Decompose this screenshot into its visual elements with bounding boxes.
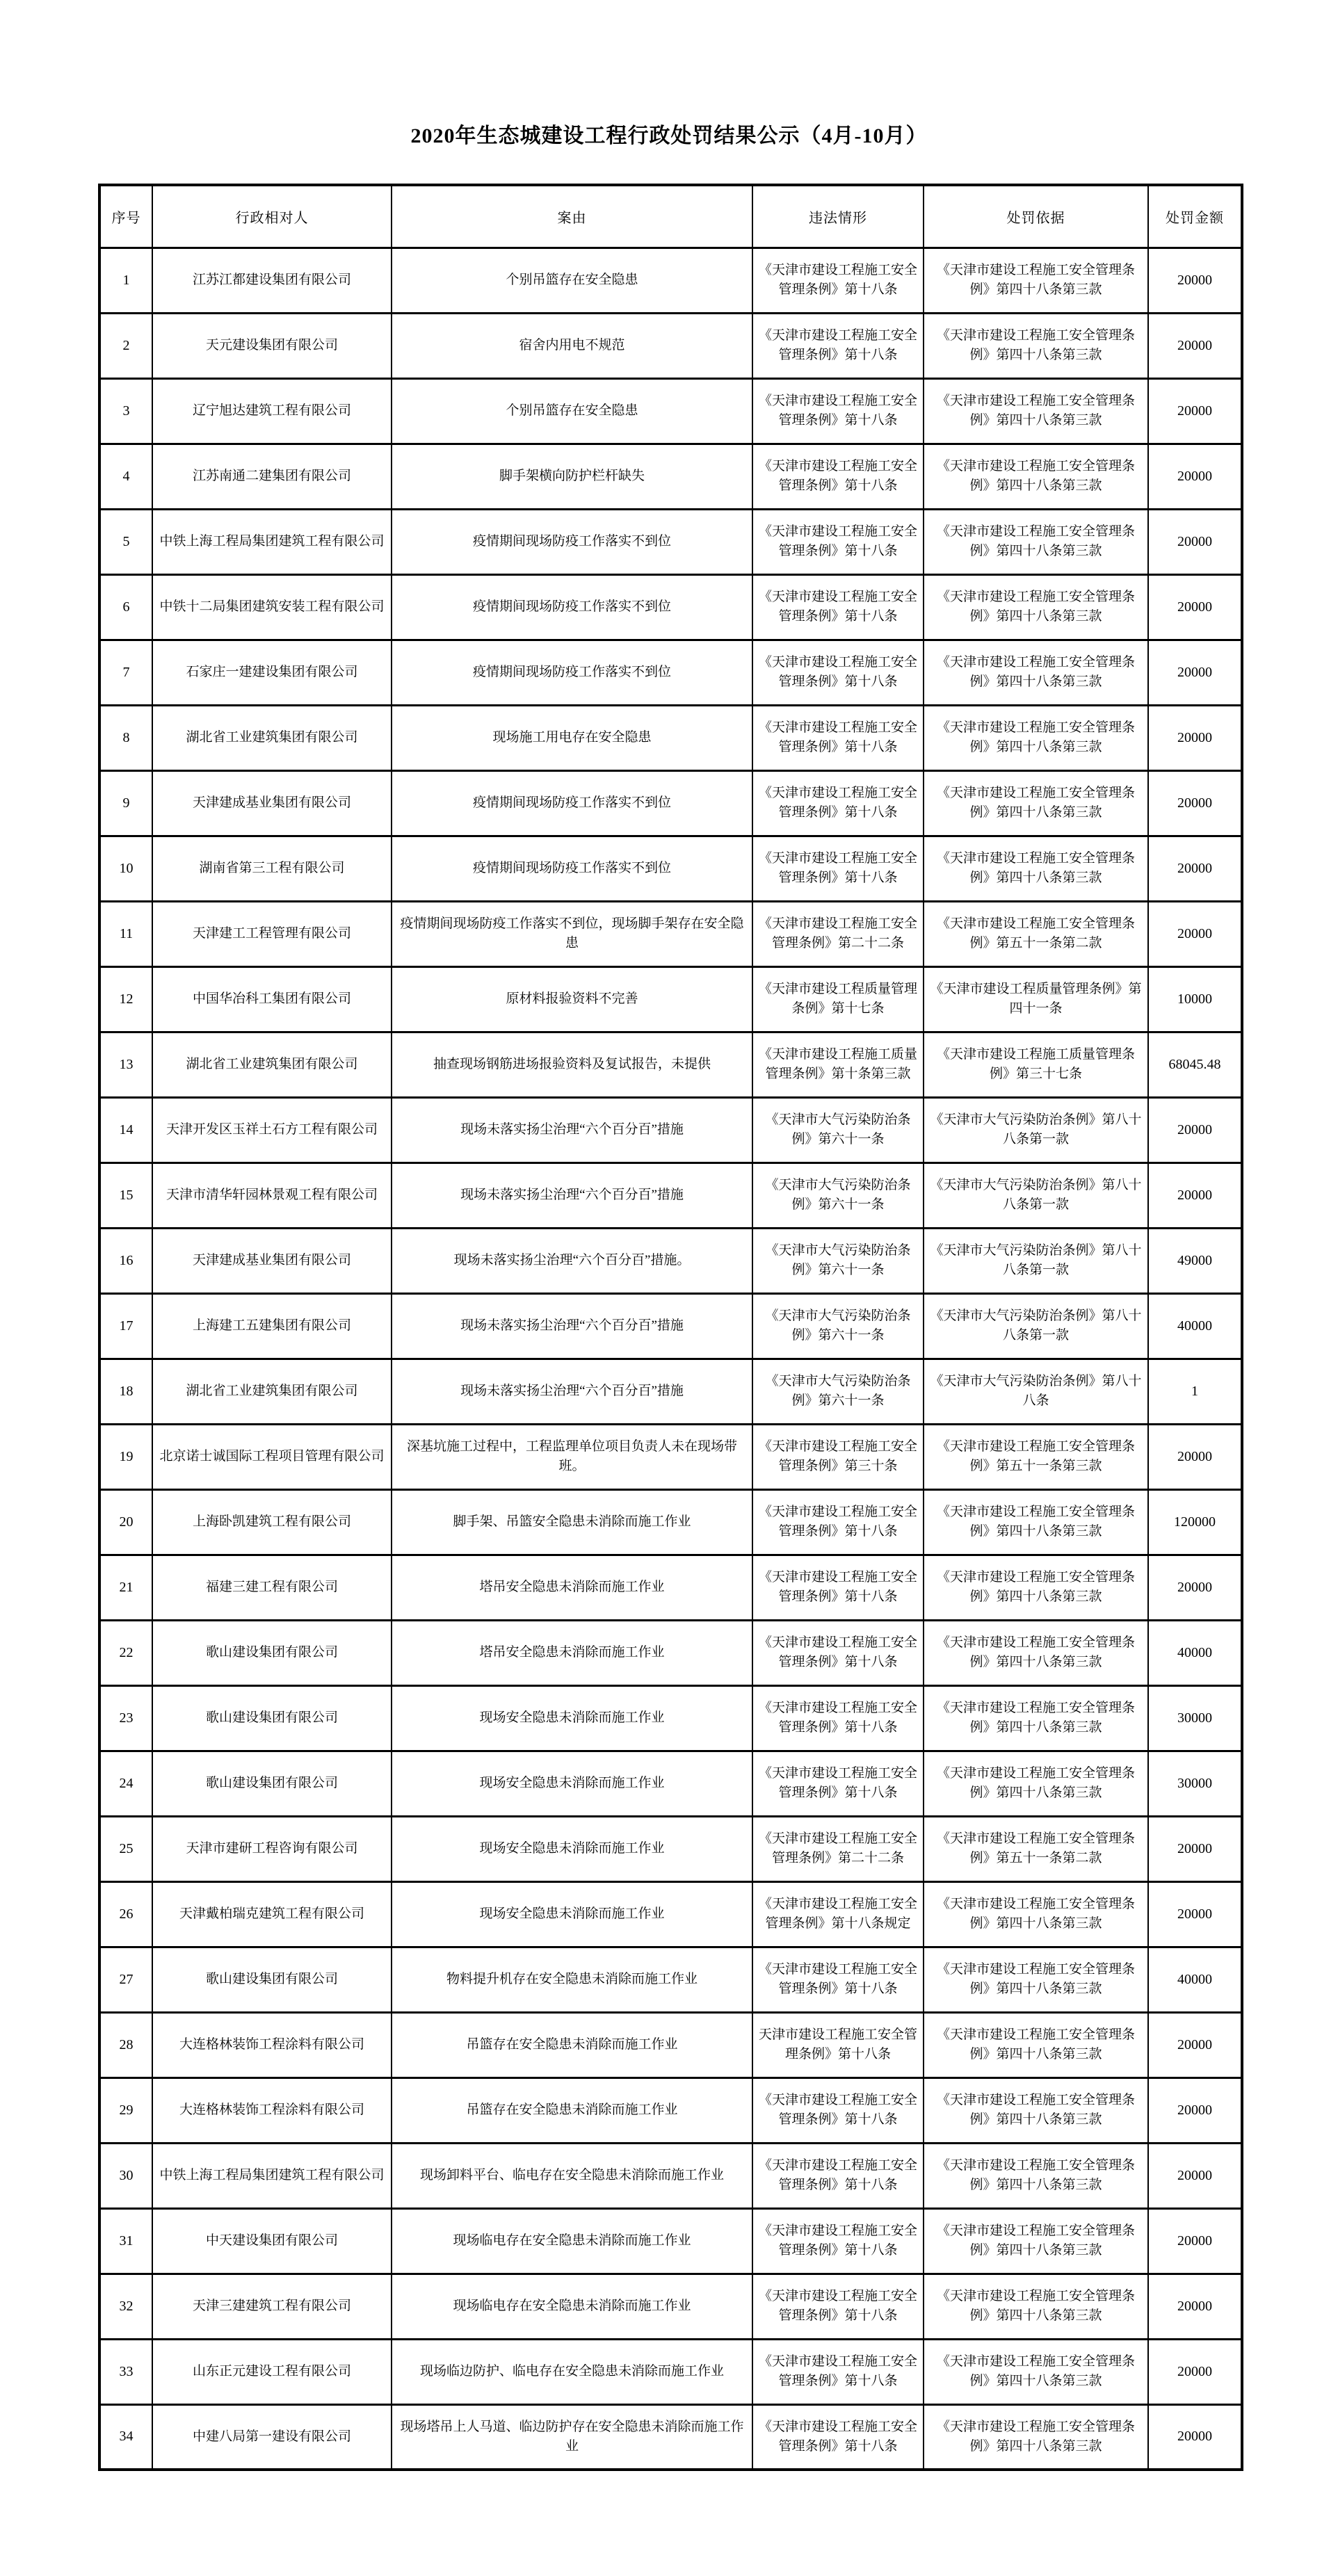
cell-penalty-basis: 《天津市建设工程施工安全管理条例》第四十八条第三款: [924, 1555, 1148, 1620]
cell-violation: 《天津市建设工程施工安全管理条例》第十八条: [752, 1620, 924, 1685]
cell-violation: 《天津市建设工程施工安全管理条例》第十八条: [752, 2077, 924, 2143]
cell-violation: 《天津市建设工程施工安全管理条例》第十八条: [752, 2404, 924, 2470]
cell-index: 6: [99, 574, 152, 640]
cell-index: 25: [99, 1816, 152, 1881]
cell-penalty-basis: 《天津市建设工程施工安全管理条例》第四十八条第三款: [924, 444, 1148, 509]
cell-penalty-amount: 20000: [1148, 770, 1242, 836]
cell-index: 3: [99, 378, 152, 444]
cell-case-cause: 抽查现场钢筋进场报验资料及复试报告，未提供: [392, 1032, 752, 1097]
cell-penalty-basis: 《天津市建设工程施工安全管理条例》第五十一条第二款: [924, 1816, 1148, 1881]
cell-penalty-amount: 20000: [1148, 2077, 1242, 2143]
cell-case-cause: 现场卸料平台、临电存在安全隐患未消除而施工作业: [392, 2143, 752, 2208]
cell-penalty-amount: 20000: [1148, 2012, 1242, 2077]
cell-penalty-basis: 《天津市大气污染防治条例》第八十八条第一款: [924, 1228, 1148, 1293]
cell-index: 9: [99, 770, 152, 836]
cell-violation: 《天津市建设工程施工安全管理条例》第十八条: [752, 2274, 924, 2339]
cell-case-cause: 现场施工用电存在安全隐患: [392, 705, 752, 770]
cell-violation: 《天津市大气污染防治条例》第六十一条: [752, 1293, 924, 1359]
cell-respondent: 江苏江都建设集团有限公司: [152, 248, 392, 313]
cell-respondent: 天津市清华轩园林景观工程有限公司: [152, 1163, 392, 1228]
table-row: [99, 444, 1242, 509]
cell-respondent: 中天建设集团有限公司: [152, 2208, 392, 2274]
table-row: [99, 1163, 1242, 1228]
cell-index: 12: [99, 966, 152, 1032]
cell-respondent: 天津建工工程管理有限公司: [152, 901, 392, 966]
cell-penalty-amount: 20000: [1148, 313, 1242, 378]
cell-violation: 《天津市建设工程施工安全管理条例》第十八条: [752, 2143, 924, 2208]
cell-case-cause: 疫情期间现场防疫工作落实不到位: [392, 640, 752, 705]
cell-respondent: 天津戴柏瑞克建筑工程有限公司: [152, 1881, 392, 1947]
cell-index: 8: [99, 705, 152, 770]
table-row: [99, 705, 1242, 770]
table-body: [99, 248, 1242, 2470]
cell-respondent: 江苏南通二建集团有限公司: [152, 444, 392, 509]
page-title: 2020年生态城建设工程行政处罚结果公示（4月-10月）: [410, 124, 928, 147]
cell-violation: 《天津市建设工程施工安全管理条例》第十八条: [752, 2208, 924, 2274]
table-row: [99, 1685, 1242, 1751]
cell-index: 10: [99, 836, 152, 901]
cell-respondent: 山东正元建设工程有限公司: [152, 2339, 392, 2404]
cell-penalty-basis: 《天津市建设工程施工安全管理条例》第四十八条第三款: [924, 248, 1148, 313]
table-header: [99, 185, 1242, 248]
cell-index: 17: [99, 1293, 152, 1359]
cell-penalty-amount: 20000: [1148, 2339, 1242, 2404]
cell-penalty-basis: 《天津市建设工程施工安全管理条例》第五十一条第三款: [924, 1424, 1148, 1489]
cell-case-cause: 现场未落实扬尘治理“六个百分百”措施。: [392, 1228, 752, 1293]
cell-case-cause: 现场未落实扬尘治理“六个百分百”措施: [392, 1293, 752, 1359]
cell-penalty-basis: 《天津市建设工程施工安全管理条例》第四十八条第三款: [924, 640, 1148, 705]
cell-respondent: 歌山建设集团有限公司: [152, 1947, 392, 2012]
cell-case-cause: 疫情期间现场防疫工作落实不到位，现场脚手架存在安全隐患: [392, 901, 752, 966]
cell-respondent: 中国华冶科工集团有限公司: [152, 966, 392, 1032]
table-row: [99, 1816, 1242, 1881]
table-row: [99, 1424, 1242, 1489]
cell-penalty-amount: 40000: [1148, 1293, 1242, 1359]
table-row: [99, 2339, 1242, 2404]
cell-index: 29: [99, 2077, 152, 2143]
cell-violation: 《天津市建设工程施工安全管理条例》第十八条: [752, 378, 924, 444]
table-row: [99, 901, 1242, 966]
cell-index: 16: [99, 1228, 152, 1293]
cell-penalty-basis: 《天津市建设工程施工安全管理条例》第四十八条第三款: [924, 574, 1148, 640]
cell-penalty-basis: 《天津市建设工程施工安全管理条例》第四十八条第三款: [924, 836, 1148, 901]
cell-violation: 天津市建设工程施工安全管理条例》第十八条: [752, 2012, 924, 2077]
cell-case-cause: 现场安全隐患未消除而施工作业: [392, 1685, 752, 1751]
cell-index: 13: [99, 1032, 152, 1097]
table-row: [99, 1228, 1242, 1293]
cell-respondent: 湖南省第三工程有限公司: [152, 836, 392, 901]
cell-index: 7: [99, 640, 152, 705]
cell-penalty-basis: 《天津市建设工程施工安全管理条例》第五十一条第二款: [924, 901, 1148, 966]
cell-case-cause: 现场安全隐患未消除而施工作业: [392, 1816, 752, 1881]
cell-penalty-amount: 30000: [1148, 1685, 1242, 1751]
cell-index: 30: [99, 2143, 152, 2208]
cell-penalty-basis: 《天津市建设工程施工安全管理条例》第四十八条第三款: [924, 2274, 1148, 2339]
cell-penalty-amount: 20000: [1148, 1555, 1242, 1620]
cell-index: 31: [99, 2208, 152, 2274]
cell-penalty-basis: 《天津市建设工程施工安全管理条例》第四十八条第三款: [924, 378, 1148, 444]
cell-violation: 《天津市建设工程施工安全管理条例》第二十二条: [752, 1816, 924, 1881]
cell-penalty-amount: 68045.48: [1148, 1032, 1242, 1097]
cell-violation: 《天津市建设工程施工安全管理条例》第十八条规定: [752, 1881, 924, 1947]
cell-index: 26: [99, 1881, 152, 1947]
table-row: [99, 1555, 1242, 1620]
cell-case-cause: 疫情期间现场防疫工作落实不到位: [392, 574, 752, 640]
cell-index: 5: [99, 509, 152, 574]
cell-penalty-basis: 《天津市大气污染防治条例》第八十八条第一款: [924, 1097, 1148, 1163]
cell-penalty-basis: 《天津市建设工程施工安全管理条例》第四十八条第三款: [924, 2339, 1148, 2404]
cell-case-cause: 个别吊篮存在安全隐患: [392, 378, 752, 444]
cell-violation: 《天津市建设工程施工安全管理条例》第十八条: [752, 248, 924, 313]
cell-index: 22: [99, 1620, 152, 1685]
cell-case-cause: 脚手架横向防护栏杆缺失: [392, 444, 752, 509]
cell-penalty-amount: 49000: [1148, 1228, 1242, 1293]
cell-case-cause: 现场临电存在安全隐患未消除而施工作业: [392, 2208, 752, 2274]
cell-respondent: 歌山建设集团有限公司: [152, 1751, 392, 1816]
header-case-cause: 案由: [392, 185, 752, 248]
cell-penalty-amount: 20000: [1148, 836, 1242, 901]
cell-violation: 《天津市建设工程施工安全管理条例》第十八条: [752, 1555, 924, 1620]
cell-index: 14: [99, 1097, 152, 1163]
cell-respondent: 中铁上海工程局集团建筑工程有限公司: [152, 2143, 392, 2208]
cell-respondent: 福建三建工程有限公司: [152, 1555, 392, 1620]
cell-case-cause: 疫情期间现场防疫工作落实不到位: [392, 509, 752, 574]
cell-index: 32: [99, 2274, 152, 2339]
table-row: [99, 640, 1242, 705]
cell-case-cause: 脚手架、吊篮安全隐患未消除而施工作业: [392, 1489, 752, 1555]
table-row: [99, 1947, 1242, 2012]
table-row: [99, 966, 1242, 1032]
cell-case-cause: 物料提升机存在安全隐患未消除而施工作业: [392, 1947, 752, 2012]
cell-case-cause: 个别吊篮存在安全隐患: [392, 248, 752, 313]
cell-violation: 《天津市建设工程施工安全管理条例》第十八条: [752, 640, 924, 705]
table-row: [99, 313, 1242, 378]
cell-index: 23: [99, 1685, 152, 1751]
cell-case-cause: 现场未落实扬尘治理“六个百分百”措施: [392, 1097, 752, 1163]
cell-case-cause: 现场临电存在安全隐患未消除而施工作业: [392, 2274, 752, 2339]
cell-penalty-basis: 《天津市建设工程施工安全管理条例》第四十八条第三款: [924, 1685, 1148, 1751]
cell-penalty-amount: 20000: [1148, 2404, 1242, 2470]
header-row: [99, 185, 1242, 248]
cell-penalty-basis: 《天津市建设工程施工质量管理条例》第三十七条: [924, 1032, 1148, 1097]
cell-index: 28: [99, 2012, 152, 2077]
cell-penalty-basis: 《天津市建设工程施工安全管理条例》第四十八条第三款: [924, 770, 1148, 836]
cell-penalty-basis: 《天津市建设工程施工安全管理条例》第四十八条第三款: [924, 2404, 1148, 2470]
cell-penalty-amount: 20000: [1148, 2143, 1242, 2208]
table-row: [99, 1293, 1242, 1359]
table-row: [99, 1097, 1242, 1163]
cell-index: 2: [99, 313, 152, 378]
cell-violation: 《天津市建设工程施工安全管理条例》第十八条: [752, 1685, 924, 1751]
cell-case-cause: 现场未落实扬尘治理“六个百分百”措施: [392, 1163, 752, 1228]
cell-penalty-amount: 20000: [1148, 1881, 1242, 1947]
cell-index: 20: [99, 1489, 152, 1555]
cell-violation: 《天津市建设工程施工安全管理条例》第十八条: [752, 836, 924, 901]
cell-violation: 《天津市建设工程施工安全管理条例》第十八条: [752, 770, 924, 836]
cell-penalty-basis: 《天津市建设工程施工安全管理条例》第四十八条第三款: [924, 2077, 1148, 2143]
cell-case-cause: 深基坑施工过程中，工程监理单位项目负责人未在现场带班。: [392, 1424, 752, 1489]
cell-penalty-basis: 《天津市建设工程施工安全管理条例》第四十八条第三款: [924, 1489, 1148, 1555]
cell-case-cause: 吊篮存在安全隐患未消除而施工作业: [392, 2012, 752, 2077]
table-row: [99, 509, 1242, 574]
cell-penalty-amount: 1: [1148, 1359, 1242, 1424]
cell-penalty-amount: 20000: [1148, 1424, 1242, 1489]
table-row: [99, 378, 1242, 444]
cell-respondent: 湖北省工业建筑集团有限公司: [152, 1032, 392, 1097]
cell-penalty-basis: 《天津市建设工程施工安全管理条例》第四十八条第三款: [924, 1751, 1148, 1816]
table-row: [99, 574, 1242, 640]
cell-case-cause: 塔吊安全隐患未消除而施工作业: [392, 1620, 752, 1685]
cell-respondent: 天津开发区玉祥土石方工程有限公司: [152, 1097, 392, 1163]
cell-penalty-basis: 《天津市建设工程施工安全管理条例》第四十八条第三款: [924, 2012, 1148, 2077]
cell-case-cause: 宿舍内用电不规范: [392, 313, 752, 378]
cell-violation: 《天津市大气污染防治条例》第六十一条: [752, 1359, 924, 1424]
cell-violation: 《天津市建设工程施工安全管理条例》第二十二条: [752, 901, 924, 966]
cell-case-cause: 塔吊安全隐患未消除而施工作业: [392, 1555, 752, 1620]
cell-penalty-amount: 20000: [1148, 444, 1242, 509]
table-row: [99, 836, 1242, 901]
cell-respondent: 中铁十二局集团建筑安装工程有限公司: [152, 574, 392, 640]
cell-penalty-amount: 20000: [1148, 2274, 1242, 2339]
cell-case-cause: 原材料报验资料不完善: [392, 966, 752, 1032]
cell-respondent: 中铁上海工程局集团建筑工程有限公司: [152, 509, 392, 574]
cell-penalty-amount: 20000: [1148, 574, 1242, 640]
table-row: [99, 770, 1242, 836]
penalty-table: [98, 184, 1243, 2471]
cell-respondent: 上海建工五建集团有限公司: [152, 1293, 392, 1359]
header-index: 序号: [99, 185, 152, 248]
cell-violation: 《天津市建设工程施工安全管理条例》第十八条: [752, 705, 924, 770]
cell-penalty-basis: 《天津市建设工程施工安全管理条例》第四十八条第三款: [924, 1620, 1148, 1685]
cell-respondent: 上海卧凯建筑工程有限公司: [152, 1489, 392, 1555]
cell-case-cause: 吊篮存在安全隐患未消除而施工作业: [392, 2077, 752, 2143]
cell-violation: 《天津市大气污染防治条例》第六十一条: [752, 1163, 924, 1228]
cell-index: 11: [99, 901, 152, 966]
cell-penalty-basis: 《天津市建设工程施工安全管理条例》第四十八条第三款: [924, 1881, 1148, 1947]
cell-penalty-amount: 120000: [1148, 1489, 1242, 1555]
cell-violation: 《天津市建设工程施工安全管理条例》第十八条: [752, 509, 924, 574]
cell-respondent: 天津三建建筑工程有限公司: [152, 2274, 392, 2339]
cell-case-cause: 现场未落实扬尘治理“六个百分百”措施: [392, 1359, 752, 1424]
cell-penalty-basis: 《天津市大气污染防治条例》第八十八条第一款: [924, 1293, 1148, 1359]
cell-violation: 《天津市建设工程施工安全管理条例》第十八条: [752, 574, 924, 640]
cell-index: 19: [99, 1424, 152, 1489]
header-respondent: 行政相对人: [152, 185, 392, 248]
cell-respondent: 歌山建设集团有限公司: [152, 1685, 392, 1751]
header-penalty-basis: 处罚依据: [924, 185, 1148, 248]
cell-penalty-basis: 《天津市建设工程质量管理条例》第四十一条: [924, 966, 1148, 1032]
table-row: [99, 2077, 1242, 2143]
cell-penalty-basis: 《天津市大气污染防治条例》第八十八条: [924, 1359, 1148, 1424]
cell-violation: 《天津市大气污染防治条例》第六十一条: [752, 1097, 924, 1163]
cell-violation: 《天津市建设工程施工质量管理条例》第十条第三款: [752, 1032, 924, 1097]
cell-index: 27: [99, 1947, 152, 2012]
cell-violation: 《天津市建设工程施工安全管理条例》第十八条: [752, 1489, 924, 1555]
cell-respondent: 天津市建研工程咨询有限公司: [152, 1816, 392, 1881]
cell-penalty-basis: 《天津市建设工程施工安全管理条例》第四十八条第三款: [924, 2208, 1148, 2274]
cell-violation: 《天津市建设工程施工安全管理条例》第十八条: [752, 1751, 924, 1816]
cell-penalty-amount: 10000: [1148, 966, 1242, 1032]
table-row: [99, 1489, 1242, 1555]
cell-penalty-amount: 40000: [1148, 1620, 1242, 1685]
cell-penalty-amount: 20000: [1148, 248, 1242, 313]
cell-penalty-amount: 20000: [1148, 1163, 1242, 1228]
cell-respondent: 中建八局第一建设有限公司: [152, 2404, 392, 2470]
table-row: [99, 1359, 1242, 1424]
cell-violation: 《天津市大气污染防治条例》第六十一条: [752, 1228, 924, 1293]
table-row: [99, 2274, 1242, 2339]
cell-penalty-amount: 20000: [1148, 640, 1242, 705]
cell-case-cause: 疫情期间现场防疫工作落实不到位: [392, 770, 752, 836]
cell-penalty-amount: 40000: [1148, 1947, 1242, 2012]
table-row: [99, 1620, 1242, 1685]
cell-case-cause: 疫情期间现场防疫工作落实不到位: [392, 836, 752, 901]
cell-respondent: 湖北省工业建筑集团有限公司: [152, 705, 392, 770]
cell-case-cause: 现场塔吊上人马道、临边防护存在安全隐患未消除而施工作业: [392, 2404, 752, 2470]
cell-respondent: 天元建设集团有限公司: [152, 313, 392, 378]
cell-case-cause: 现场临边防护、临电存在安全隐患未消除而施工作业: [392, 2339, 752, 2404]
cell-violation: 《天津市建设工程施工安全管理条例》第三十条: [752, 1424, 924, 1489]
cell-index: 15: [99, 1163, 152, 1228]
cell-index: 24: [99, 1751, 152, 1816]
cell-violation: 《天津市建设工程施工安全管理条例》第十八条: [752, 444, 924, 509]
cell-penalty-basis: 《天津市建设工程施工安全管理条例》第四十八条第三款: [924, 1947, 1148, 2012]
table-row: [99, 248, 1242, 313]
cell-penalty-amount: 20000: [1148, 509, 1242, 574]
cell-respondent: 大连格林装饰工程涂料有限公司: [152, 2012, 392, 2077]
cell-case-cause: 现场安全隐患未消除而施工作业: [392, 1881, 752, 1947]
cell-case-cause: 现场安全隐患未消除而施工作业: [392, 1751, 752, 1816]
header-violation: 违法情形: [752, 185, 924, 248]
cell-penalty-basis: 《天津市建设工程施工安全管理条例》第四十八条第三款: [924, 2143, 1148, 2208]
table-row: [99, 1881, 1242, 1947]
cell-penalty-amount: 20000: [1148, 1816, 1242, 1881]
cell-respondent: 天津建成基业集团有限公司: [152, 770, 392, 836]
cell-respondent: 石家庄一建建设集团有限公司: [152, 640, 392, 705]
cell-penalty-amount: 30000: [1148, 1751, 1242, 1816]
table-row: [99, 2012, 1242, 2077]
cell-violation: 《天津市建设工程施工安全管理条例》第十八条: [752, 313, 924, 378]
table-row: [99, 2404, 1242, 2470]
cell-respondent: 辽宁旭达建筑工程有限公司: [152, 378, 392, 444]
cell-respondent: 湖北省工业建筑集团有限公司: [152, 1359, 392, 1424]
table-row: [99, 2143, 1242, 2208]
cell-penalty-basis: 《天津市建设工程施工安全管理条例》第四十八条第三款: [924, 313, 1148, 378]
cell-penalty-amount: 20000: [1148, 2208, 1242, 2274]
table-row: [99, 1032, 1242, 1097]
cell-respondent: 大连格林装饰工程涂料有限公司: [152, 2077, 392, 2143]
cell-violation: 《天津市建设工程质量管理条例》第十七条: [752, 966, 924, 1032]
cell-respondent: 天津建成基业集团有限公司: [152, 1228, 392, 1293]
cell-index: 18: [99, 1359, 152, 1424]
cell-penalty-amount: 20000: [1148, 705, 1242, 770]
table-row: [99, 1751, 1242, 1816]
cell-respondent: 歌山建设集团有限公司: [152, 1620, 392, 1685]
cell-penalty-basis: 《天津市建设工程施工安全管理条例》第四十八条第三款: [924, 509, 1148, 574]
cell-violation: 《天津市建设工程施工安全管理条例》第十八条: [752, 1947, 924, 2012]
cell-penalty-amount: 20000: [1148, 901, 1242, 966]
cell-index: 1: [99, 248, 152, 313]
cell-violation: 《天津市建设工程施工安全管理条例》第十八条: [752, 2339, 924, 2404]
header-penalty-amount: 处罚金额: [1148, 185, 1242, 248]
cell-index: 34: [99, 2404, 152, 2470]
cell-penalty-basis: 《天津市大气污染防治条例》第八十八条第一款: [924, 1163, 1148, 1228]
cell-penalty-amount: 20000: [1148, 1097, 1242, 1163]
cell-penalty-basis: 《天津市建设工程施工安全管理条例》第四十八条第三款: [924, 705, 1148, 770]
cell-index: 21: [99, 1555, 152, 1620]
cell-index: 4: [99, 444, 152, 509]
table-row: [99, 2208, 1242, 2274]
cell-index: 33: [99, 2339, 152, 2404]
cell-penalty-amount: 20000: [1148, 378, 1242, 444]
cell-respondent: 北京诺士诚国际工程项目管理有限公司: [152, 1424, 392, 1489]
